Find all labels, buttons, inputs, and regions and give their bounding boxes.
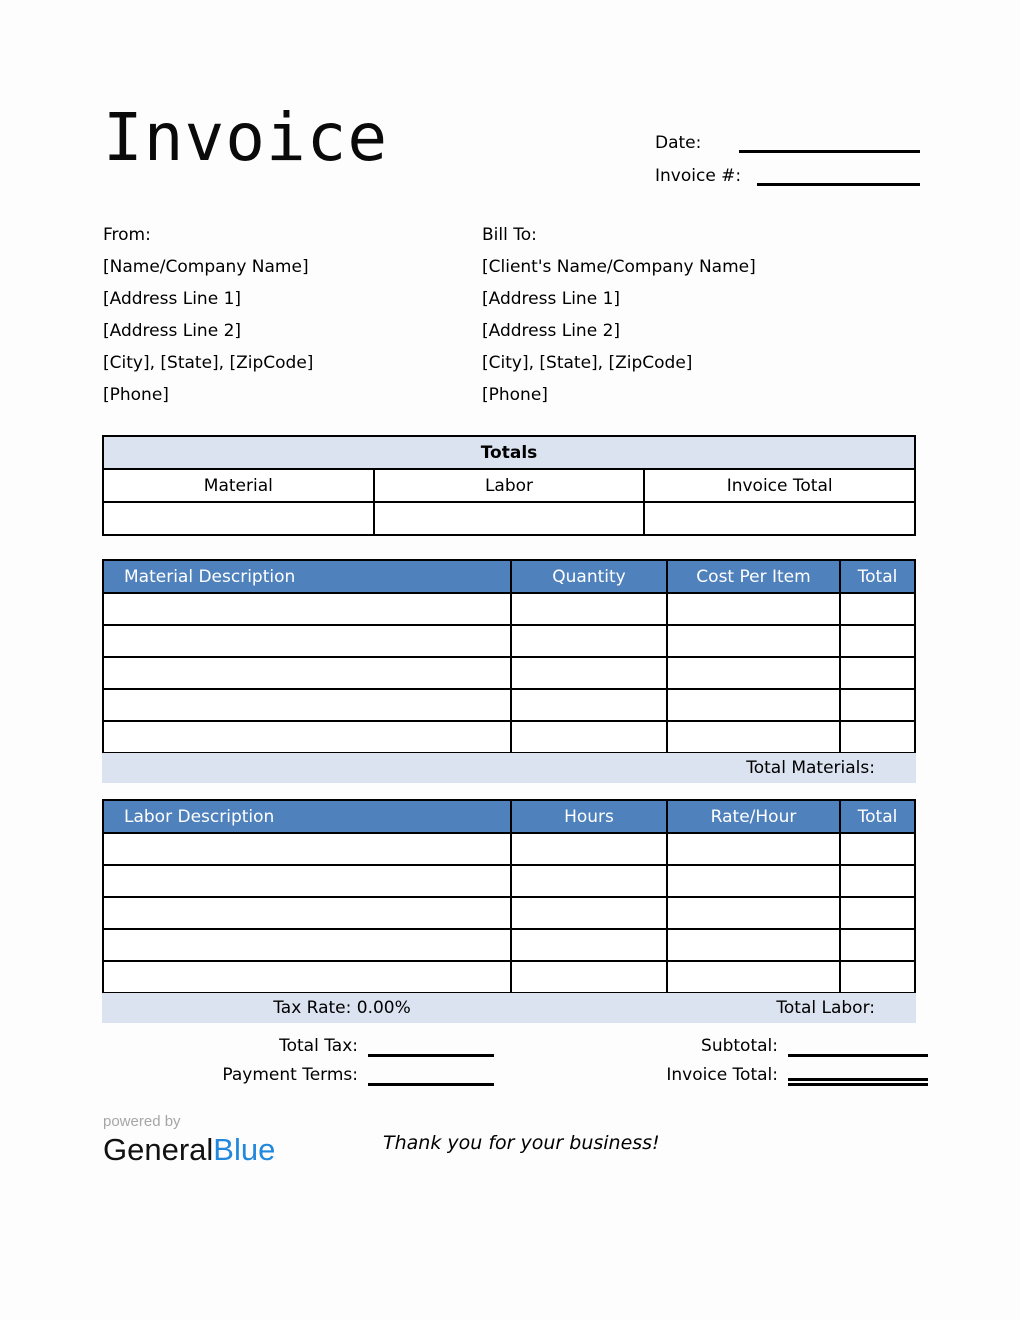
tax-rate-label: Tax Rate: 0.00% [273, 998, 411, 1018]
labor-cell-description[interactable] [103, 929, 511, 961]
invoice-number-row [655, 160, 920, 188]
total-tax-input-line[interactable] [368, 1054, 494, 1057]
materials-cell-quantity[interactable] [511, 689, 667, 721]
labor-cell-hours[interactable] [511, 961, 667, 993]
brand-logo [103, 1113, 275, 1168]
from-line-1: [Name/Company Name] [103, 257, 309, 277]
page-title: Invoice [103, 99, 389, 176]
bill-to-line-5: [Phone] [482, 385, 548, 405]
materials-cell-total[interactable] [840, 593, 915, 625]
table-row [103, 865, 915, 897]
labor-table [102, 799, 916, 994]
labor-cell-hours[interactable] [511, 897, 667, 929]
date-label: Date: [655, 133, 702, 153]
table-row [103, 961, 915, 993]
subtotal-input-line[interactable] [788, 1054, 928, 1057]
labor-cell-total[interactable] [840, 929, 915, 961]
bill-to-heading: Bill To: [482, 225, 537, 245]
totals-table [102, 435, 916, 536]
totals-value-material[interactable] [103, 502, 374, 535]
footer-totals [0, 1036, 1020, 1116]
bill-to-line-4: [City], [State], [ZipCode] [482, 353, 693, 373]
from-heading: From: [103, 225, 151, 245]
thank-you-message: Thank you for your business! [383, 1132, 660, 1154]
date-input-line[interactable] [739, 150, 920, 153]
from-block [103, 219, 313, 411]
totals-col-invoice-total: Invoice Total [644, 469, 915, 502]
labor-cell-description[interactable] [103, 833, 511, 865]
from-line-3: [Address Line 2] [103, 321, 242, 341]
invoice-number-input-line[interactable] [757, 183, 920, 186]
materials-table [102, 559, 916, 754]
materials-cell-description[interactable] [103, 593, 511, 625]
table-row [103, 625, 915, 657]
totals-col-material: Material [103, 469, 374, 502]
materials-cell-description[interactable] [103, 689, 511, 721]
materials-cell-quantity[interactable] [511, 625, 667, 657]
materials-cell-quantity[interactable] [511, 593, 667, 625]
table-row [103, 833, 915, 865]
table-row [103, 721, 915, 753]
materials-cell-cost[interactable] [667, 657, 840, 689]
materials-header-row [103, 560, 915, 593]
labor-col-hours: Hours [511, 800, 667, 833]
table-row [103, 897, 915, 929]
bill-to-block [482, 219, 756, 411]
totals-band-label: Totals [103, 436, 915, 469]
brand-name [103, 1132, 275, 1168]
materials-col-cost-per-item: Cost Per Item [667, 560, 840, 593]
materials-cell-description[interactable] [103, 657, 511, 689]
totals-value-invoice-total[interactable] [644, 502, 915, 535]
materials-col-total: Total [840, 560, 915, 593]
totals-col-labor: Labor [374, 469, 645, 502]
from-line-2: [Address Line 1] [103, 289, 242, 309]
labor-col-total: Total [840, 800, 915, 833]
materials-cell-quantity[interactable] [511, 657, 667, 689]
bill-to-line-2: [Address Line 1] [482, 289, 621, 309]
materials-cell-cost[interactable] [667, 625, 840, 657]
table-row [103, 689, 915, 721]
labor-cell-rate[interactable] [667, 865, 840, 897]
from-line-4: [City], [State], [ZipCode] [103, 353, 314, 373]
payment-terms-row [200, 1065, 494, 1088]
materials-cell-cost[interactable] [667, 593, 840, 625]
totals-band-row [103, 436, 915, 469]
labor-cell-rate[interactable] [667, 961, 840, 993]
materials-cell-description[interactable] [103, 721, 511, 753]
materials-cell-total[interactable] [840, 625, 915, 657]
labor-cell-hours[interactable] [511, 929, 667, 961]
labor-cell-description[interactable] [103, 865, 511, 897]
subtotal-label: Subtotal: [701, 1036, 778, 1056]
materials-cell-cost[interactable] [667, 689, 840, 721]
payment-terms-label: Payment Terms: [222, 1065, 358, 1085]
materials-cell-total[interactable] [840, 689, 915, 721]
labor-cell-rate[interactable] [667, 897, 840, 929]
materials-cell-cost[interactable] [667, 721, 840, 753]
labor-cell-total[interactable] [840, 833, 915, 865]
materials-col-description: Material Description [103, 560, 511, 593]
materials-cell-description[interactable] [103, 625, 511, 657]
materials-summary-band [102, 753, 916, 783]
materials-cell-quantity[interactable] [511, 721, 667, 753]
labor-cell-rate[interactable] [667, 833, 840, 865]
labor-cell-rate[interactable] [667, 929, 840, 961]
labor-cell-hours[interactable] [511, 865, 667, 897]
totals-value-labor[interactable] [374, 502, 645, 535]
brand-name-general: General [103, 1132, 214, 1167]
labor-cell-total[interactable] [840, 897, 915, 929]
subtotal-row [640, 1036, 928, 1059]
invoice-total-input-line[interactable] [788, 1078, 928, 1086]
invoice-number-label: Invoice #: [655, 166, 742, 186]
from-line-5: [Phone] [103, 385, 169, 405]
table-row [103, 657, 915, 689]
labor-cell-total[interactable] [840, 865, 915, 897]
labor-col-description: Labor Description [103, 800, 511, 833]
materials-col-quantity: Quantity [511, 560, 667, 593]
total-tax-row [200, 1036, 494, 1059]
totals-header-row [103, 469, 915, 502]
labor-cell-description[interactable] [103, 897, 511, 929]
powered-by-label: powered by [103, 1113, 181, 1130]
total-materials-label: Total Materials: [746, 758, 875, 778]
invoice-total-label: Invoice Total: [666, 1065, 778, 1085]
total-tax-label: Total Tax: [279, 1036, 358, 1056]
table-row [103, 593, 915, 625]
total-labor-label: Total Labor: [776, 998, 875, 1018]
materials-cell-total[interactable] [840, 721, 915, 753]
totals-value-row [103, 502, 915, 535]
labor-cell-description[interactable] [103, 961, 511, 993]
materials-cell-total[interactable] [840, 657, 915, 689]
bill-to-line-3: [Address Line 2] [482, 321, 621, 341]
table-row [103, 929, 915, 961]
labor-cell-hours[interactable] [511, 833, 667, 865]
payment-terms-input-line[interactable] [368, 1083, 494, 1086]
date-row [655, 127, 920, 155]
brand-name-blue: Blue [213, 1132, 276, 1167]
labor-col-rate-per-hour: Rate/Hour [667, 800, 840, 833]
labor-header-row [103, 800, 915, 833]
labor-cell-total[interactable] [840, 961, 915, 993]
labor-summary-band [102, 993, 916, 1023]
invoice-meta-block [655, 127, 920, 193]
bill-to-line-1: [Client's Name/Company Name] [482, 257, 756, 277]
invoice-total-row [640, 1065, 928, 1088]
